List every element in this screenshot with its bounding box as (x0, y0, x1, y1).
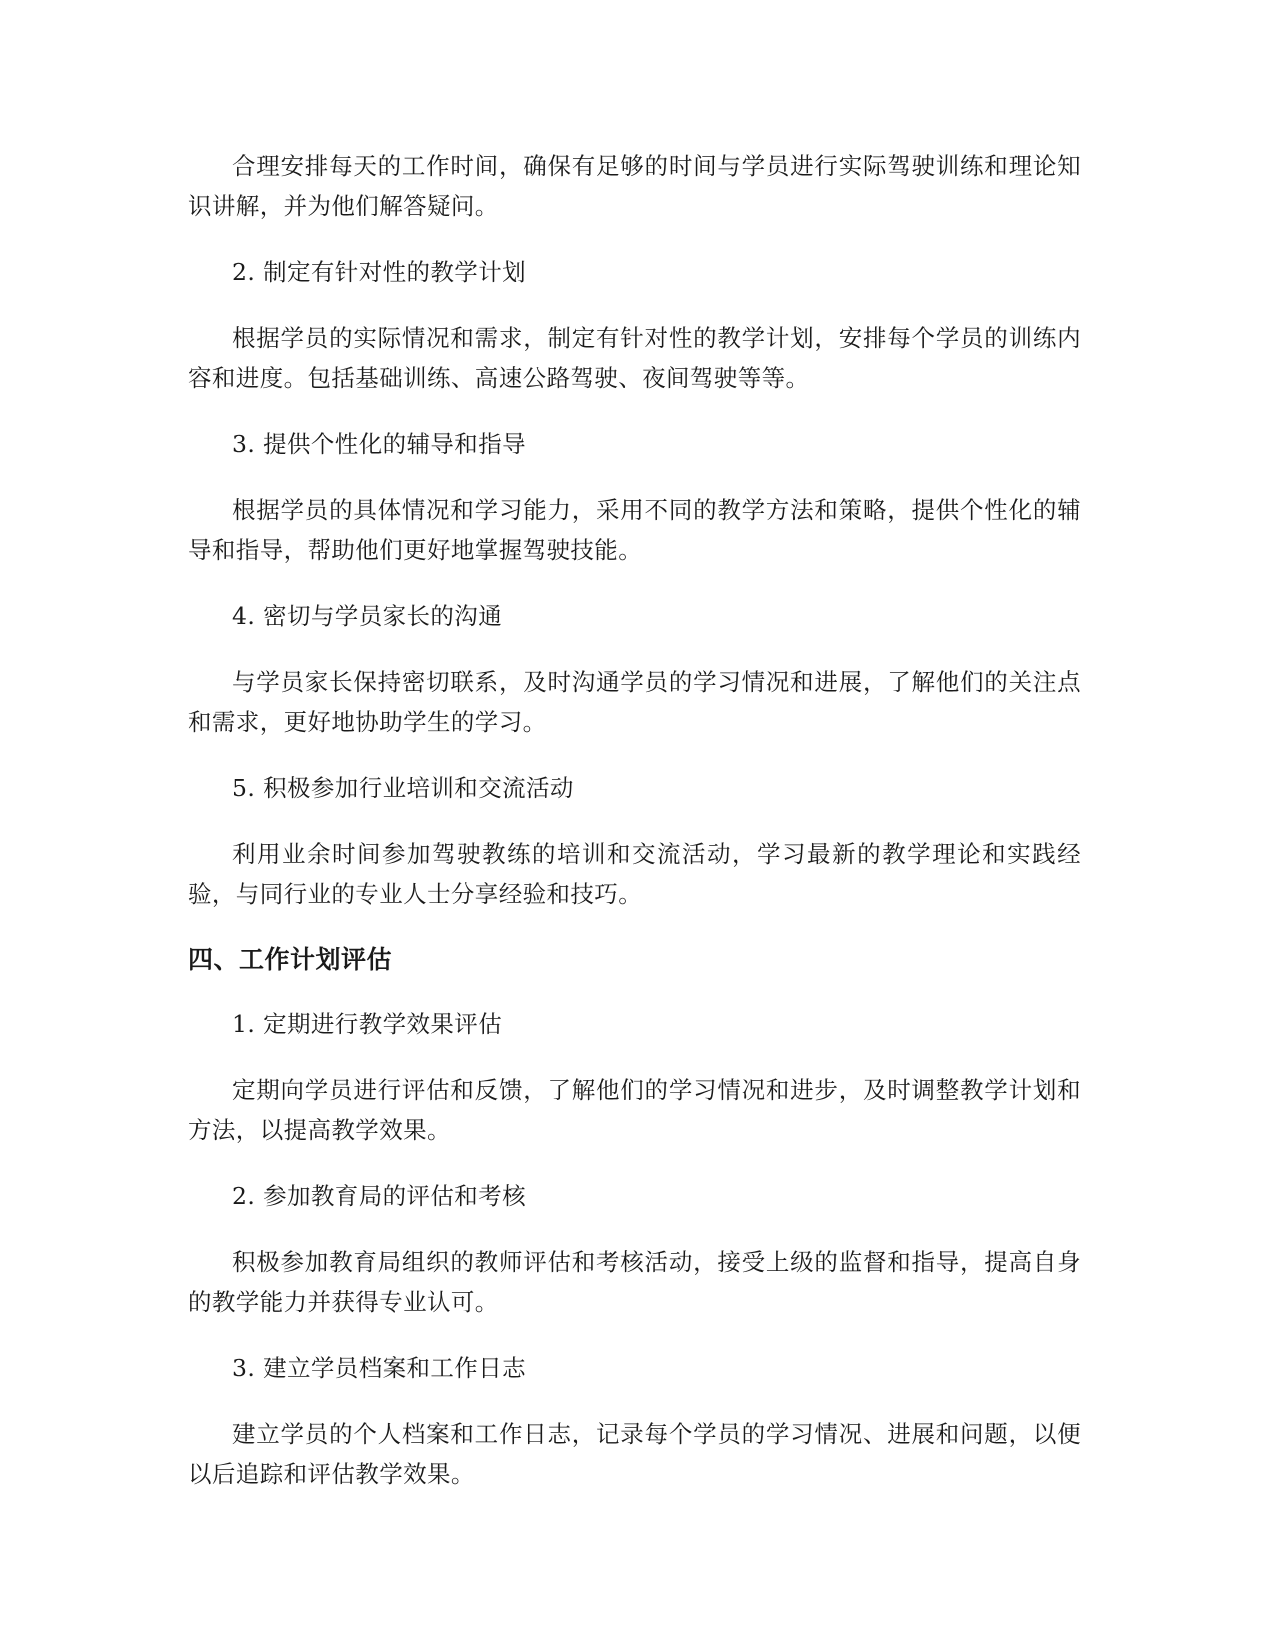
paragraph: 积极参加教育局组织的教师评估和考核活动，接受上级的监督和指导，提高自身的教学能力并获得专业认可。 (188, 1248, 1081, 1316)
list-item-heading: 3. 建立学员档案和工作日志 (232, 1354, 526, 1382)
paragraph: 与学员家长保持密切联系，及时沟通学员的学习情况和进展，了解他们的关注点和需求，更好地协助学生的学习。 (188, 668, 1081, 736)
list-item-heading: 5. 积极参加行业培训和交流活动 (232, 774, 574, 802)
paragraph: 根据学员的实际情况和需求，制定有针对性的教学计划，安排每个学员的训练内容和进度。包括基础训练、高速公路驾驶、夜间驾驶等等。 (188, 324, 1081, 392)
list-item-heading: 2. 参加教育局的评估和考核 (232, 1182, 526, 1210)
paragraph: 建立学员的个人档案和工作日志，记录每个学员的学习情况、进展和问题，以便以后追踪和评估教学效果。 (188, 1420, 1081, 1488)
paragraph: 利用业余时间参加驾驶教练的培训和交流活动，学习最新的教学理论和实践经验，与同行业的专业人士分享经验和技巧。 (188, 840, 1081, 908)
list-item-heading: 3. 提供个性化的辅导和指导 (232, 430, 526, 458)
paragraph: 定期向学员进行评估和反馈，了解他们的学习情况和进步，及时调整教学计划和方法，以提高教学效果。 (188, 1076, 1081, 1144)
paragraph: 根据学员的具体情况和学习能力，采用不同的教学方法和策略，提供个性化的辅导和指导，帮助他们更好地掌握驾驶技能。 (188, 496, 1081, 564)
list-item-heading: 2. 制定有针对性的教学计划 (232, 258, 526, 286)
list-item-heading: 1. 定期进行教学效果评估 (232, 1010, 503, 1038)
paragraph: 合理安排每天的工作时间，确保有足够的时间与学员进行实际驾驶训练和理论知识讲解，并为他们解答疑问。 (188, 152, 1081, 220)
document-page (188, 146, 1081, 1520)
list-item-heading: 4. 密切与学员家长的沟通 (232, 602, 503, 630)
section-heading: 四、工作计划评估 (188, 945, 393, 974)
